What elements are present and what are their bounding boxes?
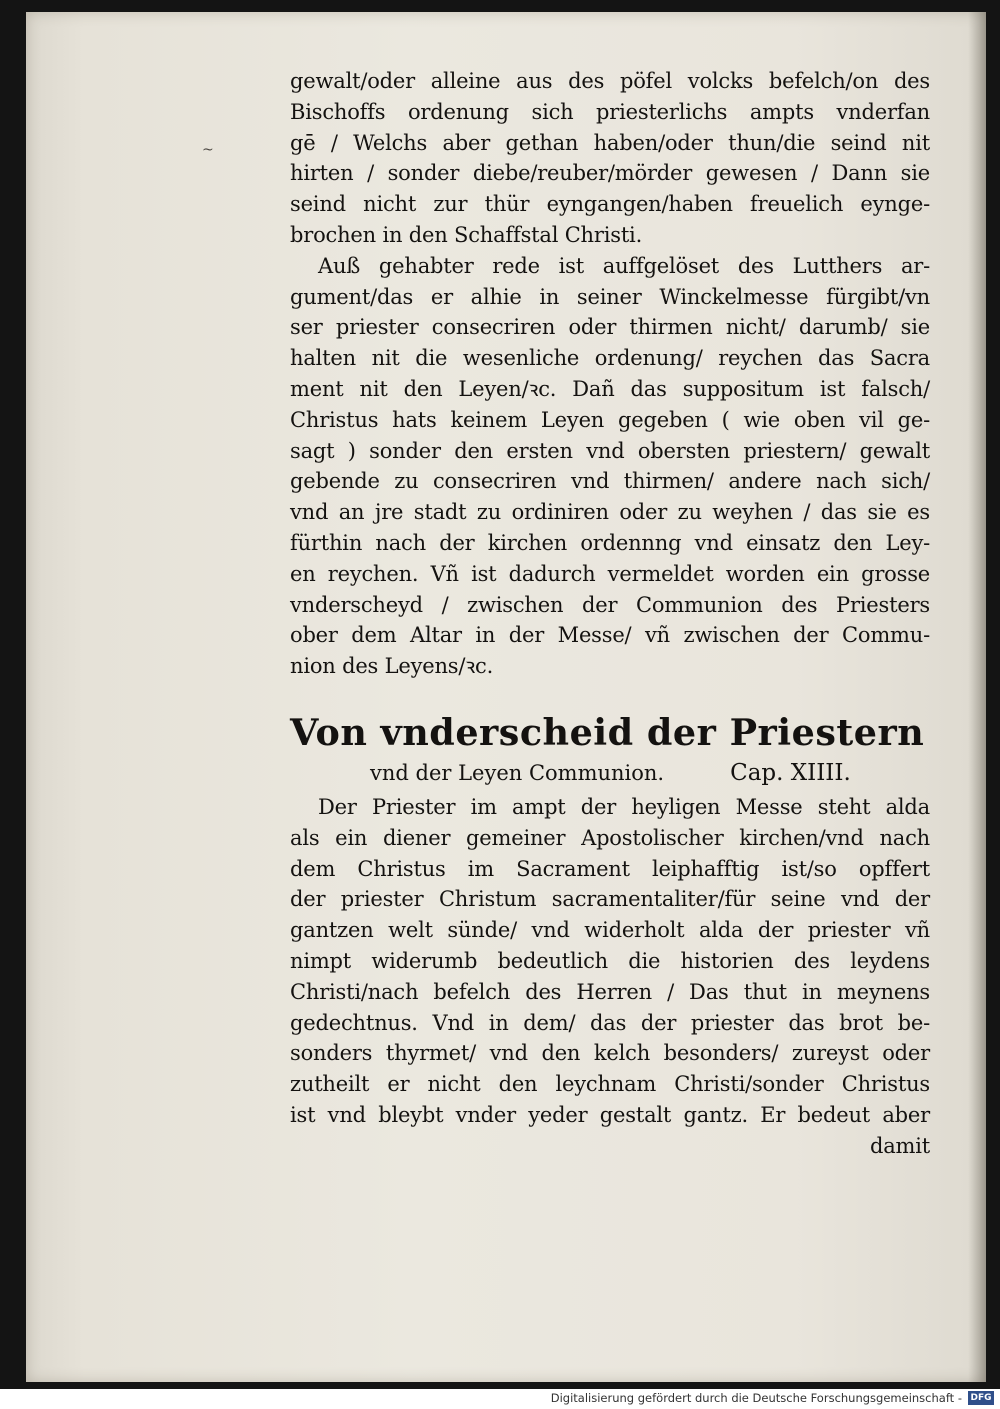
paragraph-2 [290, 251, 930, 682]
text-line: zutheilt er nicht den leychnam Christi/sonder Christus [290, 1072, 930, 1097]
text-line: Christus hats keinem Leyen gegeben ( wie oben vil ge- [290, 407, 930, 432]
text-line: halten nit die wesenliche ordenung/ reychen das Sacra [290, 346, 930, 371]
text-line: Der Priester im ampt der heyligen Messe steht alda [318, 794, 930, 819]
text-line: Christi/nach befelch des Herren / Das thut in meynens [290, 979, 930, 1004]
text-line: ist vnd bleybt vnder yeder gestalt gantz. Er bedeut aber [290, 1102, 930, 1127]
text-line: Bischoffs ordenung sich priesterlichs ampts vnderfan [290, 99, 930, 124]
text-line: der priester Christum sacramentaliter/für seine vnd der [290, 887, 930, 912]
text-line: gedechtnus. Vnd in dem/ das der priester das brot be- [290, 1010, 930, 1035]
catchword: damit [869, 1133, 930, 1158]
text-line: nion des Leyens/ꝛc. [290, 654, 494, 679]
text-line: sagt ) sonder den ersten vnd obersten priestern/ gewalt [290, 438, 930, 463]
text-line: gewalt/oder alleine aus des pöfel volcks befelch/on des [290, 69, 930, 93]
dfg-logo: DFG [968, 1391, 994, 1405]
text-line: ser priester consecriren oder thirmen nicht/ darumb/ sie [290, 315, 930, 340]
chapter-subtitle [290, 758, 930, 788]
chapter-subtitle-text: vnd der Leyen Communion. [370, 760, 665, 785]
text-line: ment nit den Leyen/ꝛc. Dañ das suppositum ist falsch/ [290, 376, 930, 401]
text-line: gē / Welchs aber gethan haben/oder thun/die seind nit [290, 130, 930, 155]
chapter-number: Cap. XIIII. [730, 759, 851, 786]
page-edge-shadow [968, 12, 986, 1382]
text-line: Auß gehabter rede ist auffgelöset des Lutthers ar- [318, 253, 930, 278]
page-text [290, 66, 930, 1162]
paragraph-3 [290, 792, 930, 1162]
text-line: sonders thyrmet/ vnd den kelch besonders/ zureyst oder [290, 1041, 930, 1066]
text-line: gebende zu consecriren vnd thirmen/ andere nach sich/ [290, 469, 930, 494]
paragraph-1 [290, 66, 930, 251]
chapter-title: Von vnderscheid der Priestern [290, 710, 925, 754]
text-line: gantzen welt sünde/ vnd widerholt alda der priester vñ [290, 918, 930, 943]
footer [0, 1389, 1000, 1409]
text-line: ober dem Altar in der Messe/ vñ zwischen der Commu- [290, 623, 930, 648]
text-line: vnd an jre stadt zu ordiniren oder zu weyhen / das sie es [290, 500, 930, 525]
text-line: en reychen. Vñ ist dadurch vermeldet worden ein grosse [290, 561, 930, 586]
margin-mark: ~ [202, 142, 214, 158]
text-line: gument/das er alhie in seiner Winckelmesse fürgibt/vn [290, 284, 930, 309]
funding-credit: Digitalisierung gefördert durch die Deutsche Forschungsgemeinschaft - [550, 1391, 962, 1405]
text-line: fürthin nach der kirchen ordennng vnd einsatz den Ley- [290, 530, 930, 555]
text-line: seind nicht zur thür eyngangen/haben freuelich eynge- [290, 192, 930, 217]
text-line: hirten / sonder diebe/reuber/mörder gewesen / Dann sie [290, 161, 930, 186]
chapter-heading [290, 708, 930, 788]
text-line: dem Christus im Sacrament leiphafftig ist/so opffert [290, 856, 930, 881]
text-line: nimpt widerumb bedeutlich die historien des leydens [290, 948, 930, 973]
text-line: brochen in den Schaffstal Christi. [290, 222, 643, 247]
text-line: als ein diener gemeiner Apostolischer kirchen/vnd nach [290, 825, 930, 850]
text-line: vnderscheyd / zwischen der Communion des Priesters [290, 592, 930, 617]
